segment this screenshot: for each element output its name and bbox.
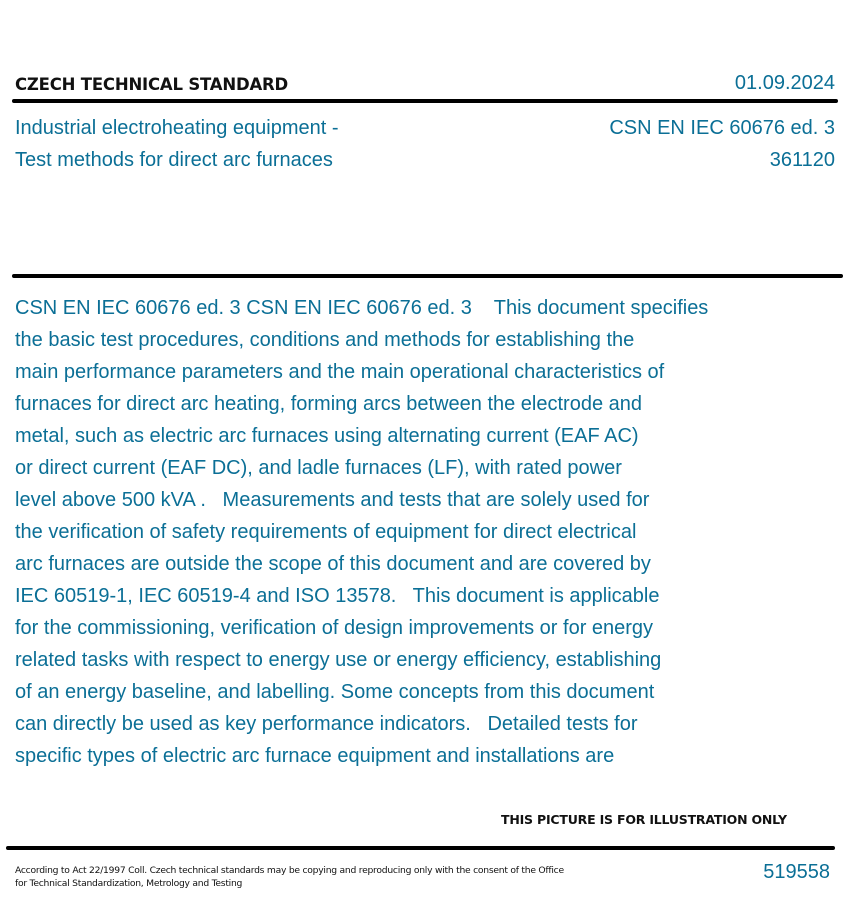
abstract-line: can directly be used as key performance indicators. Detailed tests for bbox=[15, 713, 638, 735]
abstract-line: the basic test procedures, conditions and methods for establishing the bbox=[15, 329, 635, 351]
abstract-line: CSN EN IEC 60676 ed. 3 CSN EN IEC 60676 ed. 3 This document specifies bbox=[15, 297, 709, 319]
classification-number: 361120 bbox=[769, 149, 835, 171]
abstract-line: specific types of electric arc furnace equipment and installations are bbox=[15, 745, 615, 767]
abstract-line: the verification of safety requirements of equipment for direct electrical bbox=[15, 521, 637, 543]
publication-date: 01.09.2024 bbox=[734, 72, 835, 94]
abstract-line: for the commissioning, verification of design improvements or for energy bbox=[15, 617, 654, 639]
illustration-notice: THIS PICTURE IS FOR ILLUSTRATION ONLY bbox=[501, 812, 787, 827]
legal-notice bbox=[15, 864, 564, 890]
legal-notice-line-1: According to Act 22/1997 Coll. Czech technical standards may be copying and reproducing only with the consent of the Office bbox=[15, 865, 564, 876]
standard-type-heading: CZECH TECHNICAL STANDARD bbox=[15, 75, 289, 94]
abstract-line: or direct current (EAF DC), and ladle furnaces (LF), with rated power bbox=[15, 457, 622, 479]
top-divider bbox=[12, 99, 838, 103]
abstract-line: main performance parameters and the main operational characteristics of bbox=[15, 361, 665, 383]
middle-divider bbox=[12, 274, 843, 278]
bottom-divider bbox=[6, 846, 835, 850]
abstract-text bbox=[15, 292, 775, 772]
abstract-line: furnaces for direct arc heating, forming arcs between the electrode and bbox=[15, 393, 643, 415]
abstract-line: arc furnaces are outside the scope of this document and are covered by bbox=[15, 553, 651, 575]
abstract-line: metal, such as electric arc furnaces using alternating current (EAF AC) bbox=[15, 425, 639, 447]
abstract-line: level above 500 kVA . Measurements and tests that are solely used for bbox=[15, 489, 650, 511]
standard-designation: CSN EN IEC 60676 ed. 3 bbox=[609, 117, 835, 139]
abstract-line: of an energy baseline, and labelling. Some concepts from this document bbox=[15, 681, 655, 703]
abstract-line: IEC 60519-1, IEC 60519-4 and ISO 13578. This document is applicable bbox=[15, 585, 660, 607]
legal-notice-line-2: for Technical Standardization, Metrology and Testing bbox=[15, 878, 243, 889]
abstract-line: related tasks with respect to energy use or energy efficiency, establishing bbox=[15, 649, 662, 671]
catalog-number: 519558 bbox=[763, 861, 830, 883]
document-title-line-2: Test methods for direct arc furnaces bbox=[15, 149, 333, 171]
document-title-line-1: Industrial electroheating equipment - bbox=[15, 117, 339, 139]
